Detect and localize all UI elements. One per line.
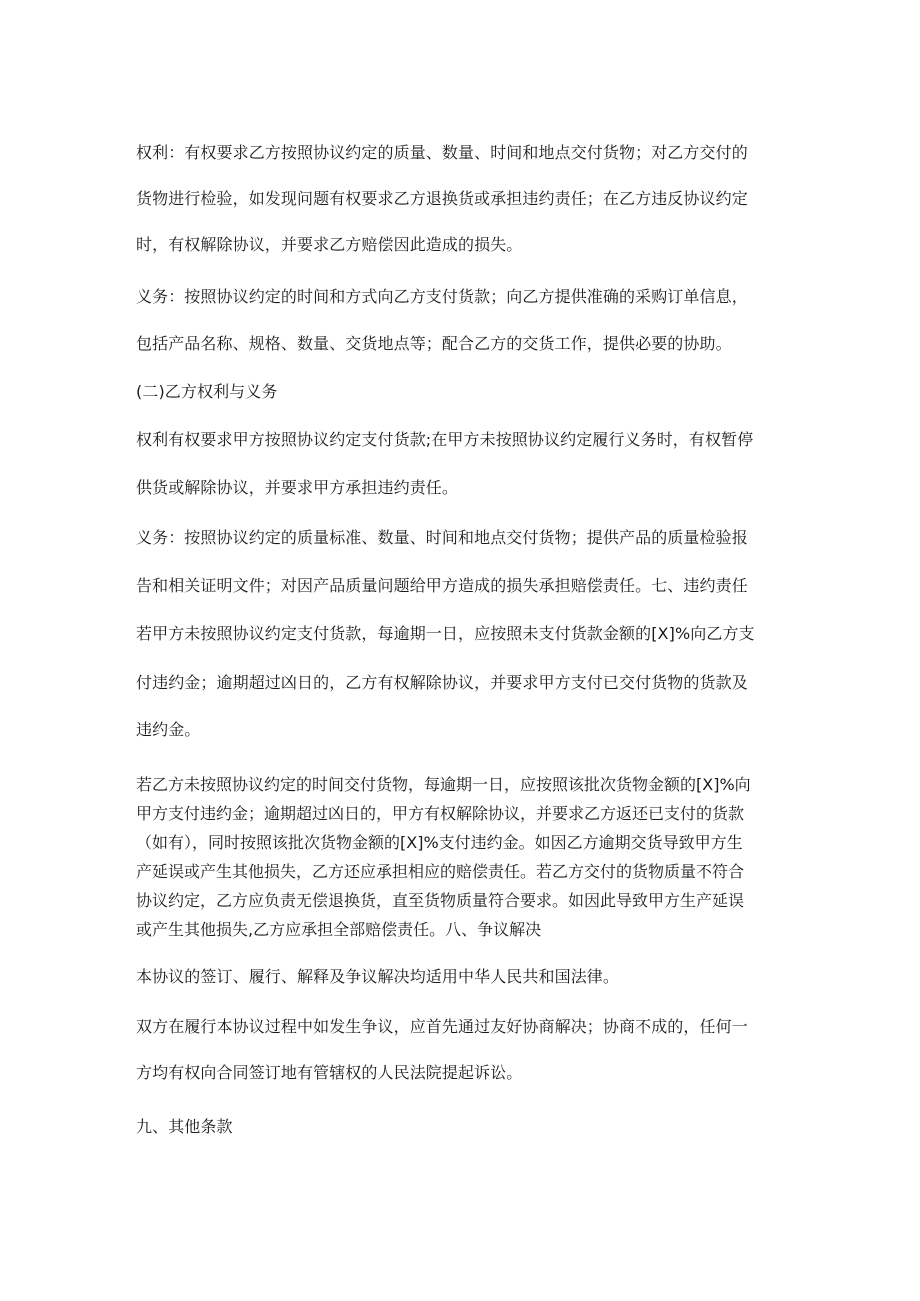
text-line: 义务：按照协议约定的时间和方式向乙方支付货款；向乙方提供准确的采购订单信息， (136, 287, 748, 306)
section-heading: (二)乙方权利与义务 (136, 382, 278, 401)
text-line: 违约金。 (136, 720, 201, 739)
text-line: 或产生其他损失,乙方应承担全部赔偿责任。八、争议解决 (136, 920, 542, 939)
text-line: 双方在履行本协议过程中如发生争议，应首先通过友好协商解决；协商不成的，任何一 (136, 1017, 748, 1036)
text-line: 协议约定，乙方应负责无偿退换货，直至货物质量符合要求。如因此导致甲方生产延误 (136, 891, 745, 910)
text-line: 货物进行检验，如发现问题有权要求乙方退换货或承担违约责任；在乙方违反协议约定 (136, 189, 748, 208)
text-line: 产延误或产生其他损失，乙方还应承担相应的赔偿责任。若乙方交付的货物质量不符合 (136, 862, 745, 881)
section-heading: 九、其他条款 (136, 1117, 233, 1136)
text-line: 时，有权解除协议，并要求乙方赔偿因此造成的损失。 (136, 235, 523, 254)
text-line: 告和相关证明文件；对因产品质量问题给甲方造成的损失承担赔偿责任。七、违约责任 (136, 576, 748, 595)
text-line: 供货或解除协议，并要求甲方承担违约责任。 (136, 478, 459, 497)
text-line: 方均有权向合同签订地有管辖权的人民法院提起诉讼。 (136, 1063, 523, 1082)
text-line: 付违约金；逾期超过凶日的，乙方有权解除协议，并要求甲方支付已交付货物的货款及 (136, 673, 748, 692)
text-line: 若甲方未按照协议约定支付货款，每逾期一日，应按照未支付货款金额的[X]%向乙方支 (136, 624, 755, 643)
text-line: 权利：有权要求乙方按照协议约定的质量、数量、时间和地点交付货物；对乙方交付的 (136, 143, 748, 162)
text-line: 权利有权要求甲方按照协议约定支付货款;在甲方未按照协议约定履行义务时，有权暂停 (136, 430, 754, 449)
text-line: 义务：按照协议约定的质量标准、数量、时间和地点交付货物；提供产品的质量检验报 (136, 528, 748, 547)
text-line: （如有），同时按照该批次货物金额的[X]%支付违约金。如因乙方逾期交货导致甲方生 (136, 833, 743, 852)
text-line: 包括产品名称、规格、数量、交货地点等；配合乙方的交货工作，提供必要的协助。 (136, 334, 732, 353)
text-line: 若乙方未按照协议约定的时间交付货物，每逾期一日，应按照该批次货物金额的[X]%向 (136, 775, 751, 794)
text-line: 本协议的签订、履行、解释及争议解决均适用中华人民共和国法律。 (136, 967, 620, 986)
text-line: 甲方支付违约金；逾期超过凶日的，甲方有权解除协议，并要求乙方返还已支付的货款 (136, 804, 745, 823)
